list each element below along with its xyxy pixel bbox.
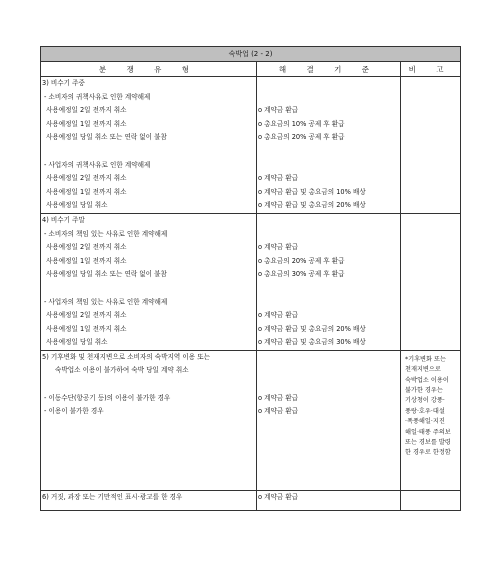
- header-resolution: 해 결 기 준: [257, 62, 401, 77]
- case-text: 사용예정일 당일 취소: [46, 338, 108, 347]
- group-title: - 소비자의 귀책사유로 인한 계약해제: [44, 92, 151, 101]
- case-text: 사용예정일 당일 취소 또는 연락 없이 불참: [46, 133, 167, 142]
- group-title: - 사업자의 귀책사유로 인한 계약해제: [44, 160, 151, 169]
- section-4-remarks: [401, 213, 461, 350]
- section-5-category: [41, 350, 257, 490]
- case-text: 사용예정일 2일 전까지 취소: [46, 311, 127, 320]
- section-6-resolution: [257, 490, 401, 510]
- case-text: 사용예정일 1일 전까지 취소: [46, 187, 127, 196]
- resolution-text: o 총요금의 20% 공제 후 환급: [258, 256, 345, 265]
- resolution-text: o 계약금 환급: [258, 407, 299, 416]
- resolution-text: o 계약금 환급 및 총요금의 20% 배상: [258, 324, 366, 333]
- header-remarks: 비 고: [401, 62, 461, 77]
- resolution-text: o 계약금 환급 및 총요금의 10% 배상: [258, 187, 366, 196]
- remark-note: *기후변화 또는 천재지변으로 숙박업소 이용이 불가한 경우는 기상청이 강풍· 풍랑·호우·대설 ·폭풍해일·지진 해일·태풍 주의보 또는 경보를 발령 한 경우로 한정함: [405, 355, 451, 457]
- section-6-remarks: [401, 490, 461, 510]
- section-4-category: [41, 213, 257, 350]
- case-text: - 이동수단(항공기 등)의 이용이 불가한 경우: [44, 393, 171, 402]
- resolution-text: o 계약금 환급: [258, 174, 299, 183]
- resolution-text: o 총요금의 10% 공제 후 환급: [258, 119, 345, 128]
- section-heading: 5) 기후변화 및 천재지변으로 소비자의 숙박지역 이용 또는: [42, 352, 210, 361]
- resolution-text: o 계약금 환급: [258, 311, 299, 320]
- table-row: [41, 213, 461, 350]
- section-heading: 4) 비수기 주말: [42, 215, 85, 224]
- case-text: 사용예정일 2일 전까지 취소: [46, 243, 127, 252]
- resolution-text: o 계약금 환급: [258, 106, 299, 115]
- section-5-remarks: [401, 350, 461, 490]
- header-category: 분 쟁 유 형: [41, 62, 257, 77]
- case-text: 사용예정일 당일 취소 또는 연락 없이 불참: [46, 270, 167, 279]
- section-3-resolution: [257, 77, 401, 214]
- dispute-resolution-table: [40, 46, 461, 511]
- case-text: 사용예정일 2일 전까지 취소: [46, 106, 127, 115]
- group-title: - 사업자의 책임 있는 사유로 인한 계약해제: [44, 297, 168, 306]
- section-3-category: [41, 77, 257, 214]
- section-3-remarks: [401, 77, 461, 214]
- resolution-text: o 총요금의 30% 공제 후 환급: [258, 270, 345, 279]
- resolution-text: o 계약금 환급: [258, 393, 299, 402]
- case-text: - 이용이 불가한 경우: [44, 407, 104, 416]
- table-row: [41, 490, 461, 510]
- section-6-category: [41, 490, 257, 510]
- resolution-text: o 총요금의 20% 공제 후 환급: [258, 133, 345, 142]
- document-page: [40, 46, 460, 511]
- table-title: 숙박업 (2 - 2): [41, 47, 461, 62]
- table-row: [41, 350, 461, 490]
- resolution-text: o 계약금 환급 및 총요금의 30% 배상: [258, 338, 366, 347]
- case-text: 사용예정일 당일 취소: [46, 201, 108, 210]
- case-text: 사용예정일 2일 전까지 취소: [46, 174, 127, 183]
- section-heading: 3) 비수기 주중: [42, 79, 85, 87]
- section-heading-cont: 숙박업소 이용이 불가하여 숙박 당일 계약 취소: [55, 366, 189, 375]
- table-row: [41, 77, 461, 214]
- group-title: - 소비자의 책임 있는 사유로 인한 계약해제: [44, 229, 168, 238]
- case-text: 사용예정일 1일 전까지 취소: [46, 256, 127, 265]
- resolution-text: o 계약금 환급 및 총요금의 20% 배상: [258, 201, 366, 210]
- section-5-resolution: [257, 350, 401, 490]
- section-heading: 6) 거짓, 과장 또는 기만적인 표시·광고를 한 경우: [42, 492, 183, 501]
- section-4-resolution: [257, 213, 401, 350]
- case-text: 사용예정일 1일 전까지 취소: [46, 119, 127, 128]
- resolution-text: o 계약금 환급: [258, 492, 299, 501]
- case-text: 사용예정일 1일 전까지 취소: [46, 324, 127, 333]
- resolution-text: o 계약금 환급: [258, 243, 299, 252]
